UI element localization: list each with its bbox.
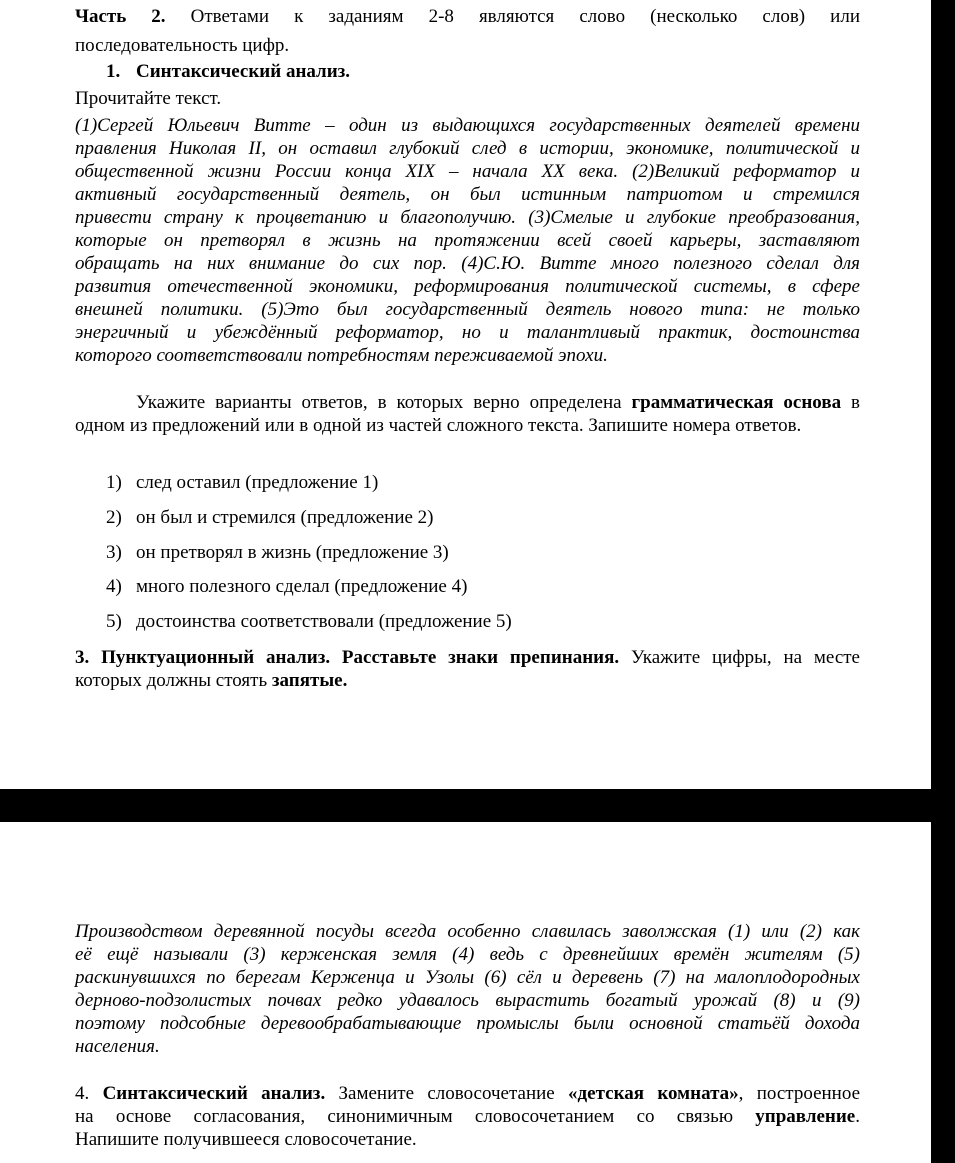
read-text-instruction: Прочитайте текст. [75, 88, 222, 109]
option-text: достоинства соответствовали (предложение 5) [136, 611, 512, 632]
passage-line: общественной жизни России конца XIX – начала XX века. (2)Великий реформатор и [75, 161, 860, 182]
passage2-line: её ещё называли (3) керженская земля (4) ведь с древнейших времён жителям (5) [75, 944, 860, 965]
part2-header-line1 [75, 5, 860, 28]
option-number: 3) [106, 542, 122, 563]
question-text-end: в [841, 392, 860, 413]
question-bold-term: грамматическая основа [631, 392, 842, 413]
passage2-line: поэтому подсобные деревообрабатывающие промыслы были основной статьёй дохода [75, 1013, 860, 1034]
option-text: след оставил (предложение 1) [136, 472, 379, 493]
passage-line: активный государственный деятель, он был истинным патриотом и стремился [75, 184, 860, 205]
task4-title: Синтаксический анализ. [102, 1083, 326, 1104]
task2-number: 1. [106, 61, 121, 82]
question-text: Укажите варианты ответов, в которых верно определена [136, 392, 632, 413]
option-number: 5) [106, 611, 122, 632]
passage2-line: населения. [75, 1036, 160, 1057]
passage-line: привести страну к процветанию и благополучию. (3)Смелые и глубокие преобразования, [75, 207, 860, 228]
option-number: 2) [106, 507, 122, 528]
task3-line2 [75, 669, 860, 692]
passage2-line: раскинувшихся по берегам Керженца и Узолы (6) сёл и деревень (7) на малоплодородных [75, 967, 860, 988]
task3-line1 [75, 646, 860, 669]
task4-text: Замените словосочетание [325, 1083, 569, 1104]
passage-line: правления Николая II, он оставил глубокий след в истории, экономике, политической и [75, 138, 860, 159]
task4-line2 [75, 1105, 860, 1128]
task3-instruction: Укажите цифры, на месте [619, 647, 860, 668]
passage-line: которого соответствовали потребностям переживаемой эпохи. [75, 345, 608, 366]
task4-text-end: , построенное [738, 1083, 861, 1104]
task4-text2: на основе согласования, синонимичным словосочетанием со связью [75, 1106, 756, 1127]
task2-question-line2: одном из предложений или в одной из частей сложного текста. Запишите номера ответов. [75, 415, 802, 436]
option-text: много полезного сделал (предложение 4) [136, 576, 468, 597]
task3-instruction-end: которых должны стоять [75, 670, 272, 691]
passage-line: развития отечественной экономики, реформирования политической системы, в сфере [75, 276, 860, 297]
page-right-edge [931, 0, 955, 1163]
task4-phrase: «детская комната» [568, 1083, 739, 1104]
task3-bold-term: запятые. [271, 670, 348, 691]
task4-bold-term: управление [755, 1106, 856, 1127]
task4-line3: Напишите получившееся словосочетание. [75, 1129, 417, 1150]
passage2-line: дерново-подзолистых почвах редко удавалось вырастить богатый урожай (8) и (9) [75, 990, 860, 1011]
task4-line1 [75, 1082, 860, 1105]
task3-title: 3. Пунктуационный анализ. Расставьте знаки препинания. [75, 647, 620, 668]
passage-line: энергичный и убеждённый реформатор, но и талантливый практик, достоинства [75, 322, 860, 343]
task2-title: Синтаксический анализ. [136, 61, 351, 82]
part2-header-line2: последовательность цифр. [75, 35, 290, 56]
passage-line: (1)Сергей Юльевич Витте – один из выдающихся государственных деятелей времени [75, 115, 860, 136]
option-text: он был и стремился (предложение 2) [136, 507, 434, 528]
option-text: он претворял в жизнь (предложение 3) [136, 542, 449, 563]
page-separator-band [0, 789, 955, 822]
passage-line: обращать на них внимание до сих пор. (4)С.Ю. Витте много полезного сделал для [75, 253, 860, 274]
task4-number: 4. [75, 1083, 103, 1104]
task2-question-line1 [136, 391, 860, 414]
part2-description: Ответами к заданиям 2-8 являются слово (несколько слов) или [165, 6, 860, 27]
passage2-line: Производством деревянной посуды всегда особенно славилась заволжская (1) или (2) как [75, 921, 860, 942]
passage-line: которые он претворял в жизнь на протяжении всей своей карьеры, заставляют [75, 230, 860, 251]
option-number: 4) [106, 576, 122, 597]
task4-period: . [855, 1106, 860, 1127]
part2-label: Часть 2. [75, 6, 166, 27]
option-number: 1) [106, 472, 122, 493]
passage-line: внешней политики. (5)Это был государственный деятель нового типа: не только [75, 299, 860, 320]
